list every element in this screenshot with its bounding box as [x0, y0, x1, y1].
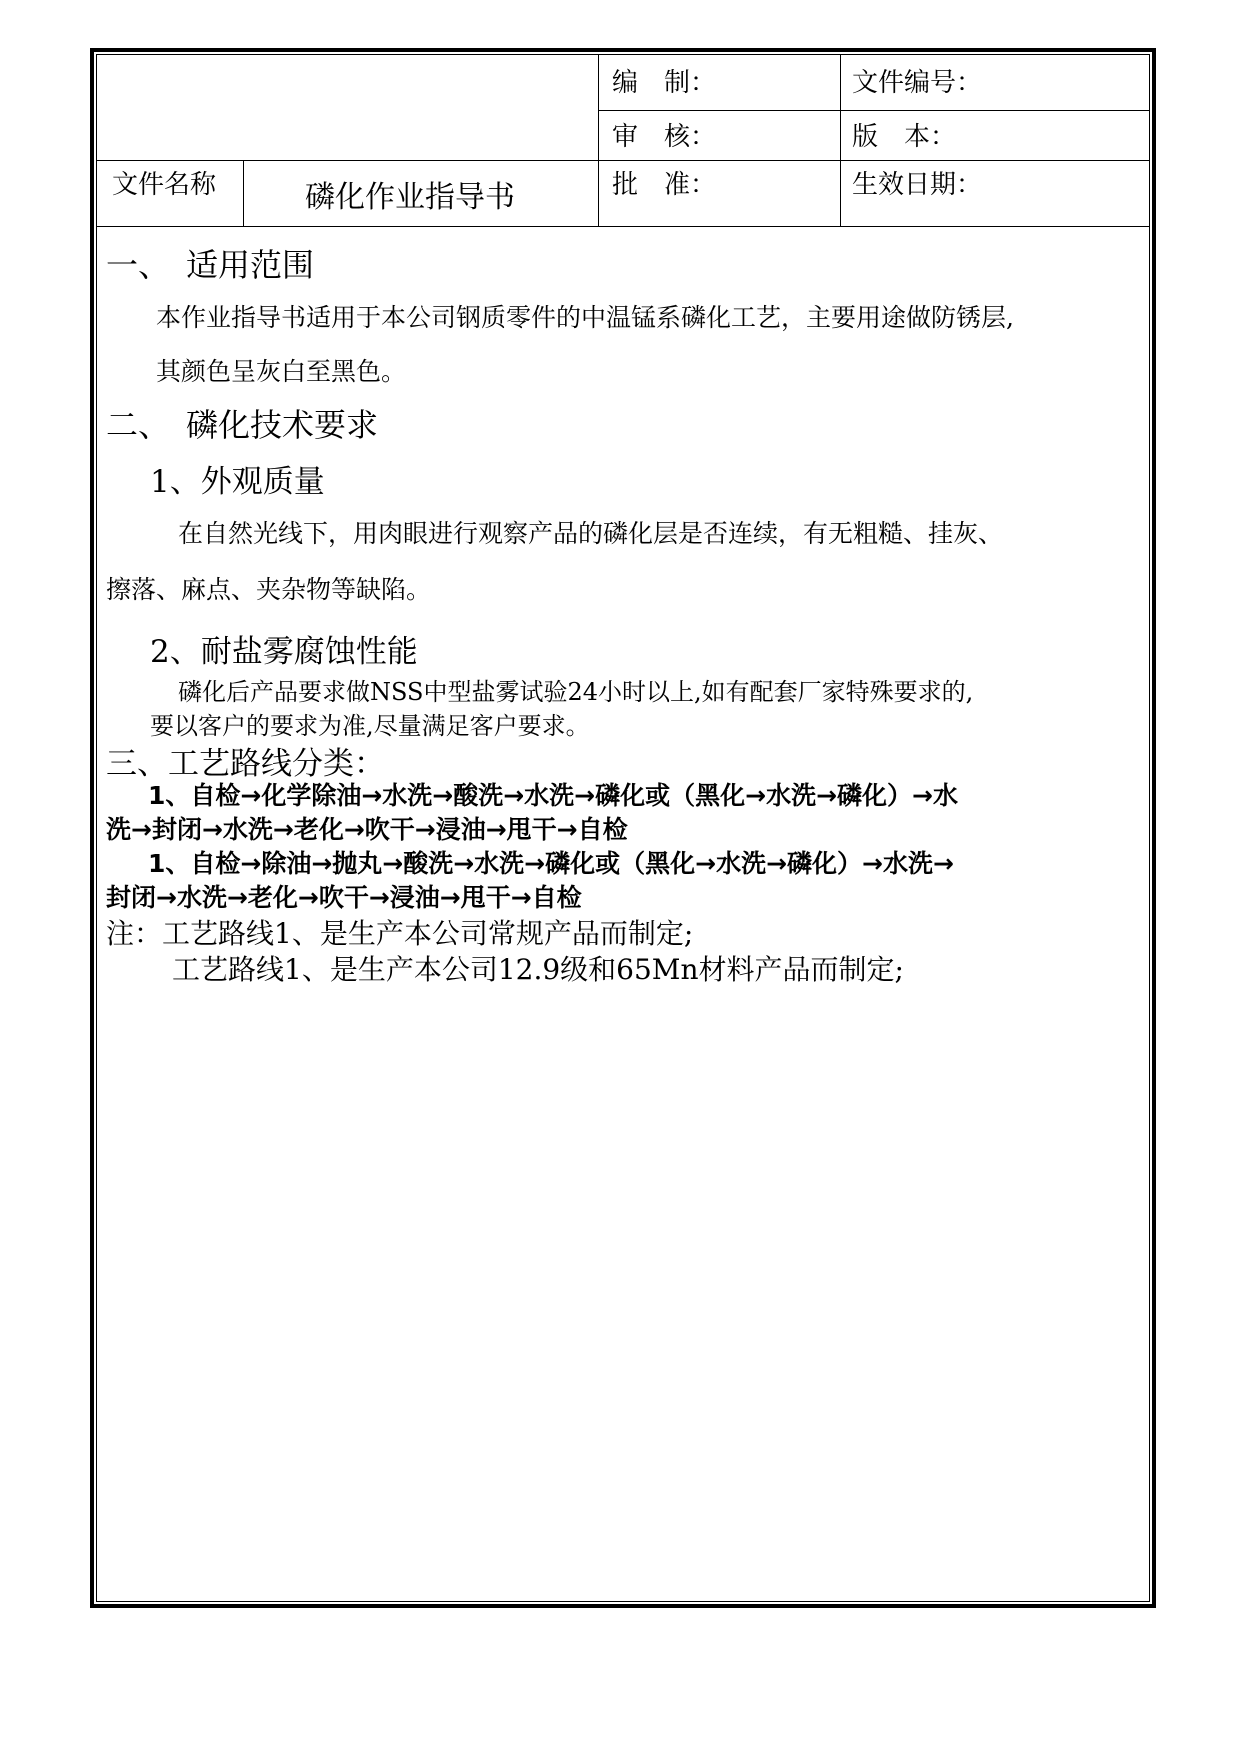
approved-label: 批 准：: [612, 170, 717, 200]
compiled-label: 编 制：: [612, 68, 717, 98]
route-1-line-2: 洗→封闭→水洗→老化→吹干→浸油→甩干→自检: [106, 815, 628, 844]
file-name-label: 文件名称: [112, 170, 217, 200]
note-line-2: 工艺路线1、是生产本公司12.9级和65Mn材料产品而制定;: [172, 953, 904, 986]
section-2-title: 二、 磷化技术要求: [106, 406, 379, 444]
doc-number-label: 文件编号：: [852, 68, 983, 98]
section-2-subtitle-1: 1、外观质量: [150, 464, 325, 500]
note-line-1: 注：工艺路线1、是生产本公司常规产品而制定;: [106, 917, 694, 950]
header-col-divider-1: [243, 160, 244, 226]
header-col-divider-3: [840, 54, 841, 226]
reviewed-label: 审 核：: [612, 122, 717, 152]
route-2-line-1: 1、自检→除油→抛丸→酸洗→水洗→磷化或（黑化→水洗→磷化）→水洗→: [148, 849, 954, 878]
section-1-paragraph-line-2: 其颜色呈灰白至黑色。: [156, 357, 407, 386]
header-col-divider-2: [598, 54, 599, 226]
section-2-1-paragraph-line-2: 擦落、麻点、夹杂物等缺陷。: [106, 575, 432, 604]
header-row-divider-1: [598, 110, 1150, 111]
section-2-1-paragraph-line-1: 在自然光线下，用肉眼进行观察产品的磷化层是否连续，有无粗糙、挂灰、: [178, 519, 1004, 548]
document-title: 磷化作业指导书: [305, 180, 515, 215]
header-bottom-divider: [96, 226, 1150, 227]
route-2-line-2: 封闭→水洗→老化→吹干→浸油→甩干→自检: [106, 883, 582, 912]
version-label: 版 本：: [852, 122, 957, 152]
section-3-title: 三、工艺路线分类：: [106, 746, 385, 782]
route-1-line-1: 1、自检→化学除油→水洗→酸洗→水洗→磷化或（黑化→水洗→磷化）→水: [148, 781, 958, 810]
header-row-divider-2: [96, 160, 1150, 161]
section-2-2-paragraph-line-2: 要以客户的要求为准,尽量满足客户要求。: [150, 712, 590, 740]
section-2-2-paragraph-line-1: 磷化后产品要求做NSS中型盐雾试验24小时以上,如有配套厂家特殊要求的,: [178, 678, 974, 706]
section-2-subtitle-2: 2、耐盐雾腐蚀性能: [150, 634, 418, 670]
section-1-title: 一、 适用范围: [106, 246, 315, 284]
effective-date-label: 生效日期：: [852, 170, 983, 200]
section-1-paragraph-line-1: 本作业指导书适用于本公司钢质零件的中温锰系磷化工艺，主要用途做防锈层,: [156, 303, 1014, 332]
